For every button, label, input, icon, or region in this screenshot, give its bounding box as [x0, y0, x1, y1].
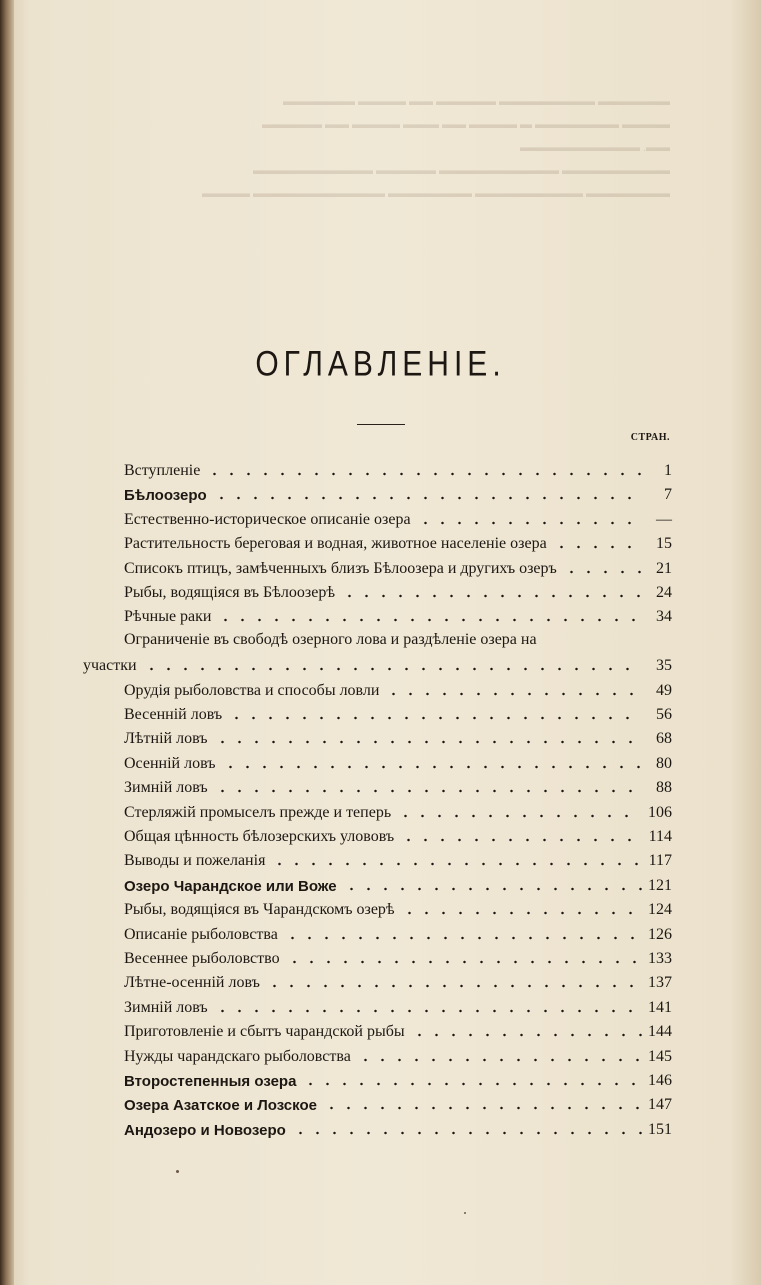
toc-entry[interactable] [124, 456, 672, 480]
toc-page-number: 126 [648, 925, 672, 943]
toc-entry-text: Озеро Чарандское или Воже [124, 877, 337, 895]
toc-entry-text: Стерляжій промыселъ прежде и теперь [124, 803, 392, 821]
toc-entry-text: Рыбы, водящіяся въ Чарандскомъ озерѣ [124, 901, 395, 919]
toc-page-number: 124 [648, 901, 672, 919]
dot-leader [214, 789, 642, 793]
toc-page-number: — [656, 510, 672, 528]
toc-entry-text: Лѣтне-осенній ловъ [124, 974, 260, 992]
toc-entry[interactable] [124, 968, 672, 992]
page-title: ОГЛАВЛЕНІЕ. [255, 344, 506, 384]
dot-leader [286, 960, 642, 964]
toc-entry[interactable] [124, 480, 672, 504]
toc-entry[interactable] [124, 798, 672, 822]
toc-page-number: 68 [656, 730, 672, 748]
toc-page-number: 151 [648, 1120, 672, 1138]
dot-leader [323, 1106, 642, 1110]
toc-entry-text: Растительность береговая и водная, животное населеніе озера [124, 535, 547, 553]
dot-leader [271, 862, 642, 866]
toc-entry[interactable] [83, 651, 672, 675]
page-column-header: СТРАН. [630, 432, 670, 443]
toc-page-number: 80 [656, 754, 672, 772]
toc-entry[interactable] [124, 554, 672, 578]
toc-entry-text: Рѣчные раки [124, 608, 212, 626]
dot-leader [213, 496, 642, 500]
paper-speck [464, 1212, 466, 1214]
toc-entry-text: Списокъ птицъ, замѣченныхъ близъ Бѣлоозера и другихъ озеръ [124, 559, 557, 577]
toc-entry-text: Зимній ловъ [124, 779, 208, 797]
toc-entry-text: Нужды чарандскаго рыболовства [124, 1047, 351, 1065]
toc-page-number: 121 [648, 876, 672, 894]
toc-page-number: 49 [656, 681, 672, 699]
toc-entry-text: Лѣтній ловъ [124, 730, 208, 748]
book-binding [0, 0, 14, 1285]
toc-page-number: 146 [648, 1072, 672, 1089]
toc-entry[interactable] [124, 700, 672, 724]
dot-leader [206, 472, 642, 476]
dot-leader [401, 911, 642, 915]
toc-entry-text: Вступленіе [124, 462, 201, 479]
dot-leader [284, 936, 642, 940]
dot-leader [302, 1082, 642, 1086]
toc-page-number: 7 [664, 486, 672, 504]
toc-entry[interactable] [124, 773, 672, 797]
toc-entry[interactable] [124, 1115, 672, 1139]
toc-page-number: 133 [648, 950, 672, 967]
toc-entry-text: Приготовленіе и сбытъ чарандской рыбы [124, 1023, 405, 1041]
toc-page-number: 114 [648, 828, 672, 845]
toc-entry-text: Бѣлоозеро [124, 487, 207, 505]
toc-entry-text: Описаніе рыболовства [124, 925, 278, 943]
dot-leader [341, 594, 642, 598]
dot-leader [397, 814, 642, 818]
toc-entry-text: Общая цѣнность бѣлозерскихъ улововъ [124, 828, 395, 845]
toc-page-number: 137 [648, 974, 672, 992]
toc-page-number: 24 [656, 584, 672, 601]
toc-entry-text: участки [83, 657, 137, 675]
toc-entry-text: Андозеро и Новозеро [124, 1121, 286, 1139]
toc-page-number: 35 [656, 657, 672, 675]
toc-entry[interactable] [124, 724, 672, 748]
dot-leader [563, 570, 642, 574]
toc-entry[interactable] [124, 505, 672, 529]
toc-page-number: 1 [664, 462, 672, 479]
toc-entry-text: Зимній ловъ [124, 998, 208, 1016]
toc-page-number: 21 [656, 559, 672, 577]
paper-speck [176, 1170, 179, 1173]
toc-page-number: 15 [656, 535, 672, 553]
toc-entry[interactable] [124, 749, 672, 773]
toc-entry-text: Рыбы, водящіяся въ Бѣлоозерѣ [124, 584, 336, 601]
toc-page-number: 88 [656, 779, 672, 797]
toc-entry-text: Весеннее рыболовство [124, 950, 280, 967]
dot-leader [357, 1058, 642, 1062]
toc-entry-text: Весенній ловъ [124, 706, 223, 723]
toc-entry-text: Озера Азатское и Лозское [124, 1097, 317, 1115]
dot-leader [266, 984, 642, 988]
toc-entry-text: Естественно-историческое описаніе озера [124, 510, 411, 528]
bleed-through-text: ▬▬▬▬▬▬ ▬▬▬▬▬▬▬▬ ▬▬▬▬▬ ▬▬ ▬▬▬▬ ▬▬▬▬▬▬ ▬▬▬▬ ▬▬▬▬▬▬▬ ▬ ▬▬▬▬ ▬▬ ▬▬▬ ▬▬▬▬ ▬▬ ▬▬▬▬▬ ▬▬. ▬▬▬▬▬▬▬▬▬▬ ▬▬▬▬▬▬▬▬▬ ▬▬▬▬▬▬▬▬▬▬ ▬▬▬▬▬ ▬▬▬▬▬▬▬▬▬▬ ▬▬▬▬▬▬▬ ▬▬▬▬▬▬▬▬▬ ▬▬▬▬▬▬▬ ▬▬▬▬▬▬▬▬▬▬▬ ▬▬▬▬ [202, 94, 670, 200]
dot-leader [214, 740, 642, 744]
dot-leader [400, 838, 642, 842]
toc-page-number: 117 [648, 852, 672, 870]
dot-leader [411, 1033, 642, 1037]
toc-entry[interactable] [124, 1090, 672, 1114]
toc-entry-text: Ограниченіе въ свободѣ озерного лова и раздѣленіе озера на [124, 630, 537, 648]
toc-entry[interactable] [124, 944, 672, 968]
toc-page-number: 34 [656, 608, 672, 626]
toc-entry[interactable] [124, 1042, 672, 1066]
toc-entry-text: Выводы и пожеланія [124, 852, 266, 870]
toc-entry[interactable] [124, 920, 672, 944]
toc-page-number: 145 [648, 1047, 672, 1065]
dot-leader [217, 618, 642, 622]
toc-entry[interactable] [124, 993, 672, 1017]
toc-entry[interactable] [124, 895, 672, 919]
dot-leader [228, 716, 642, 720]
toc-entry-text: Осенній ловъ [124, 754, 216, 772]
dot-leader [222, 765, 643, 769]
toc-entry[interactable] [124, 871, 672, 895]
toc-entry-text: Орудія рыболовства и способы ловли [124, 681, 380, 699]
toc-entry[interactable] [124, 822, 672, 846]
toc-entry[interactable] [124, 602, 672, 626]
toc-entry[interactable] [124, 529, 672, 553]
toc-page-number: 144 [648, 1023, 672, 1041]
toc-page-number: 106 [648, 803, 672, 821]
toc-entry[interactable] [124, 1017, 672, 1041]
dot-leader [385, 692, 642, 696]
dot-leader [343, 887, 642, 891]
dot-leader [553, 545, 642, 549]
toc-entry[interactable] [124, 676, 672, 700]
toc-entry[interactable] [124, 846, 672, 870]
dot-leader [417, 521, 642, 525]
toc-entry[interactable] [124, 578, 672, 602]
dot-leader [292, 1131, 642, 1135]
toc-page-number: 141 [648, 998, 672, 1016]
title-rule [357, 424, 405, 425]
dot-leader [143, 667, 642, 671]
toc-page-number: 147 [648, 1096, 672, 1114]
toc-entry-text: Второстепенныя озера [124, 1073, 297, 1090]
toc-page-number: 56 [656, 706, 672, 723]
toc-entry[interactable] [124, 1066, 672, 1090]
dot-leader [214, 1009, 642, 1013]
